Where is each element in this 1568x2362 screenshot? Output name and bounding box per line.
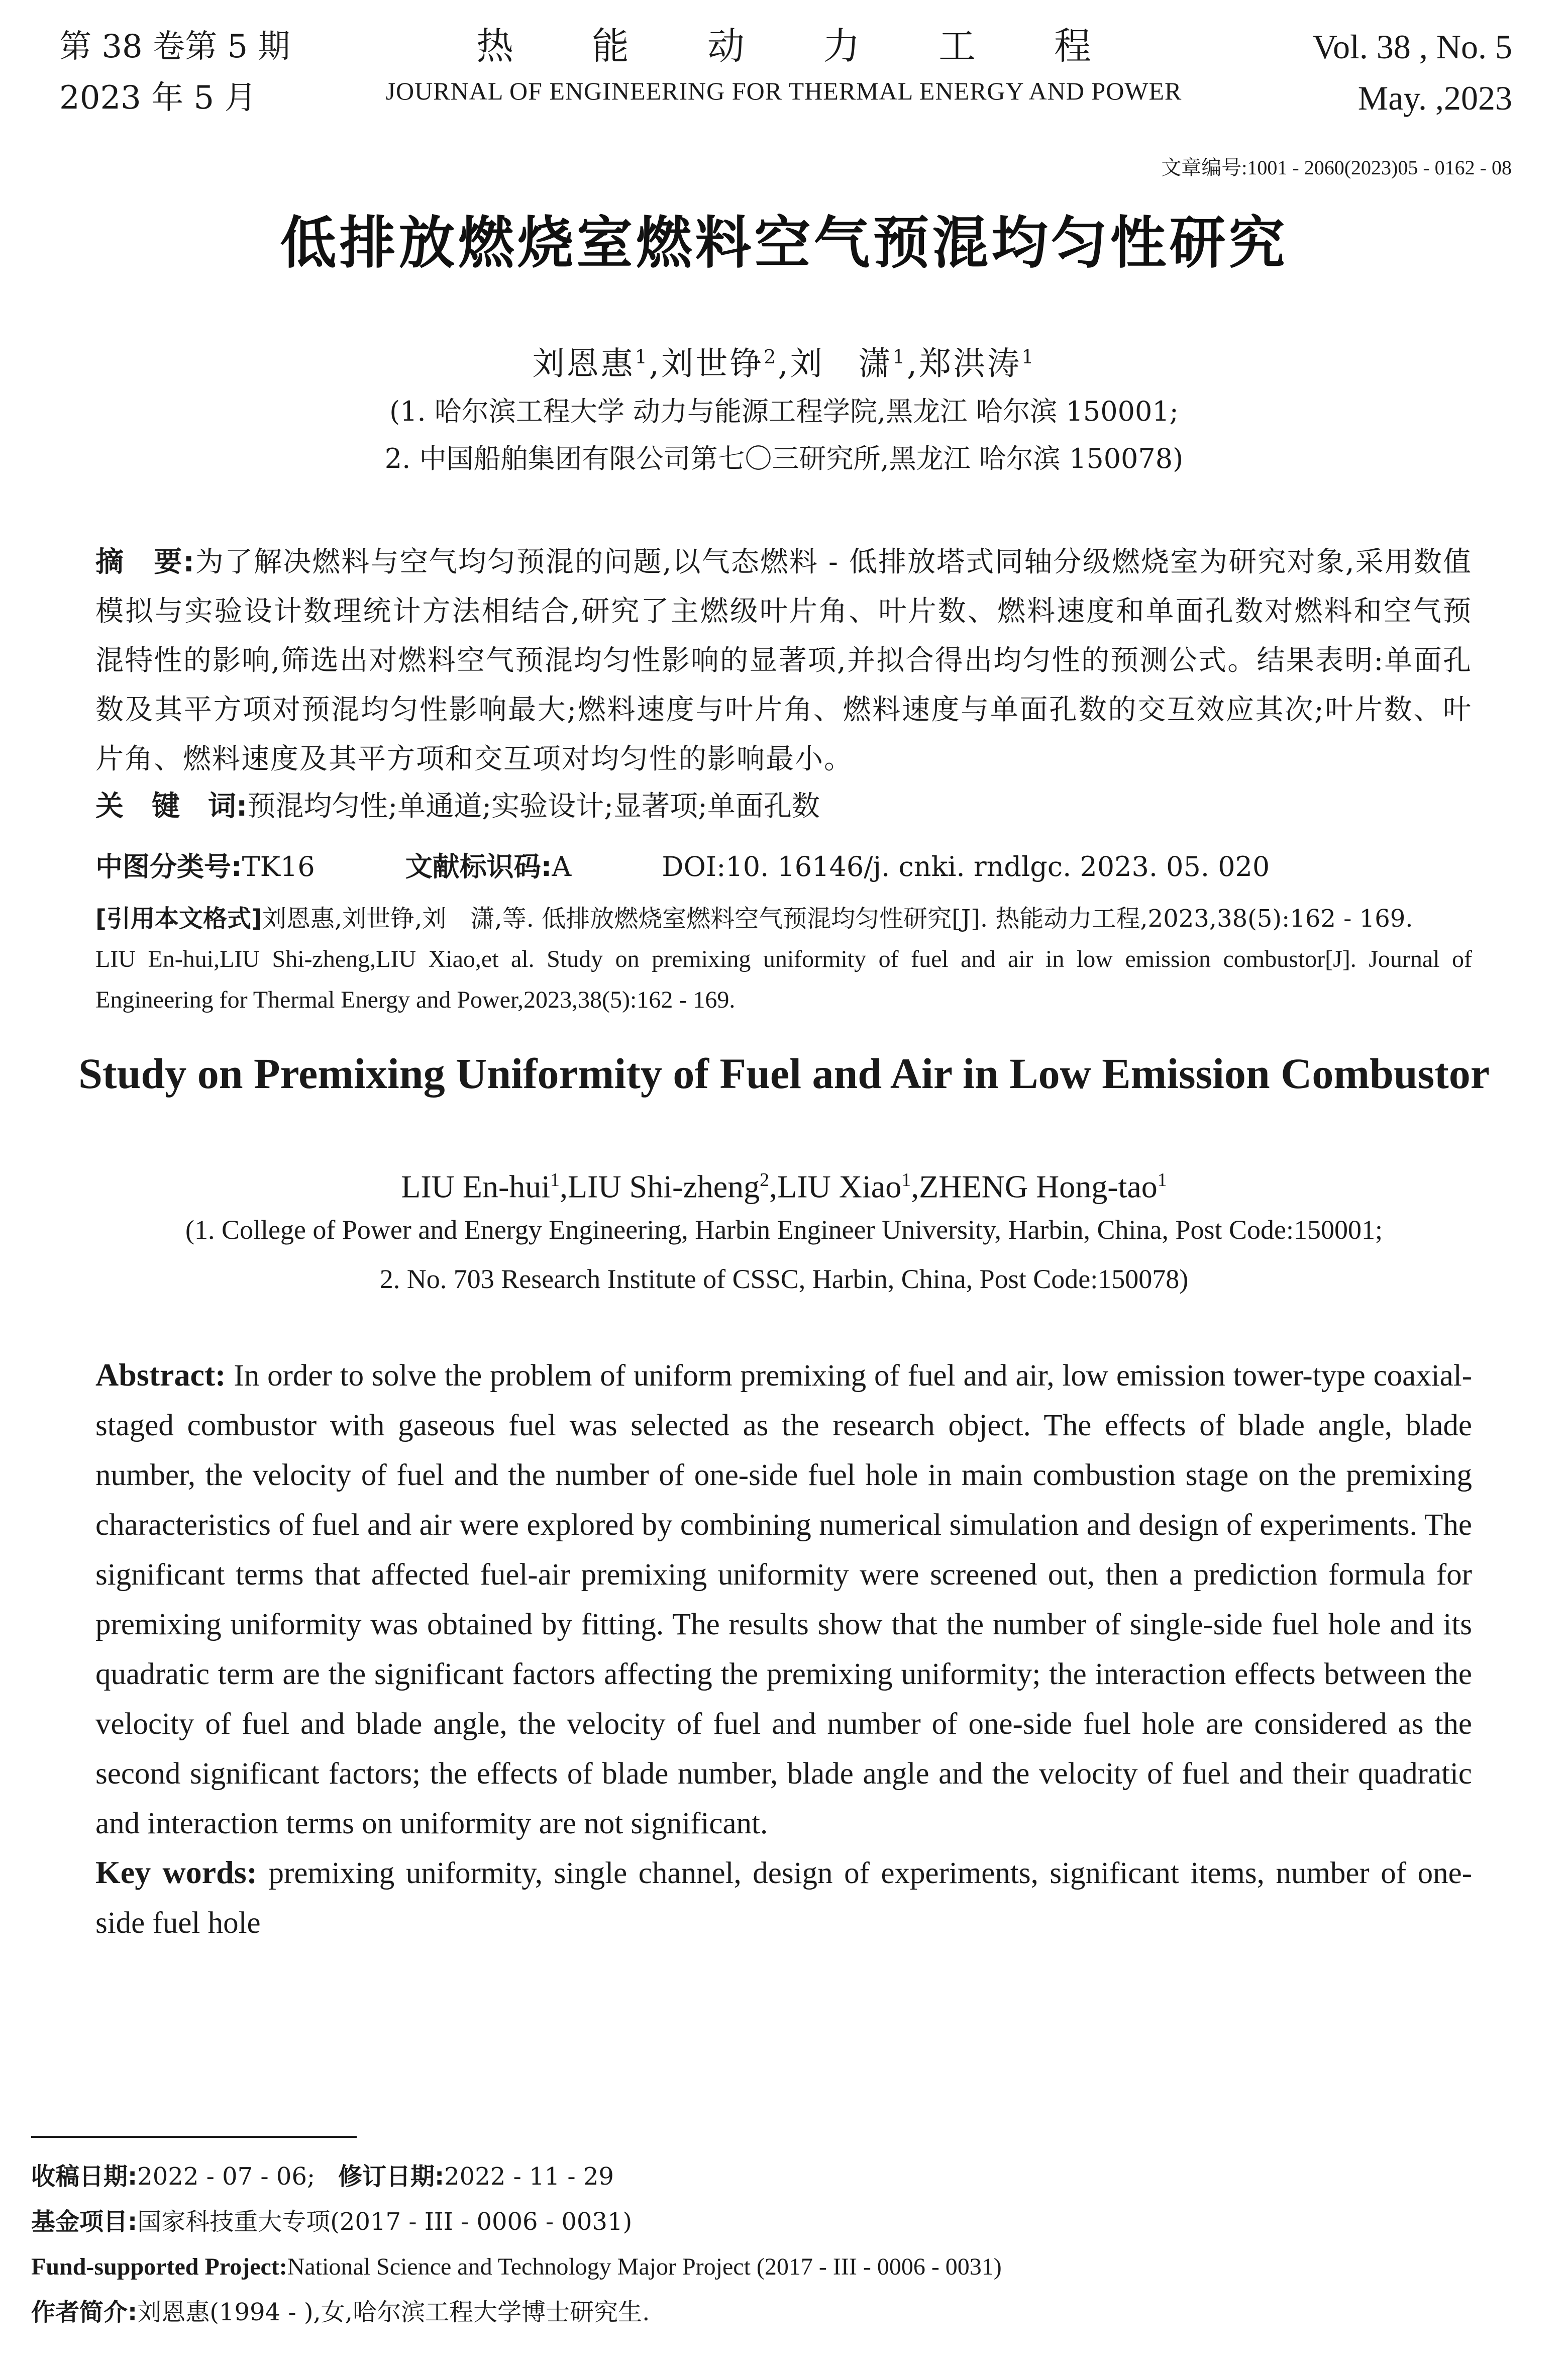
keywords-en-label: Key words:	[95, 1854, 257, 1890]
author-en: ZHENG Hong-tao	[919, 1168, 1158, 1205]
abstract-cn	[95, 538, 1472, 784]
authors-cn: 刘恩惠$^1$,刘世铮$^2$,刘 潇$^1$,郑洪涛$^1$	[532, 345, 1036, 383]
author-en: LIU Xiao	[777, 1168, 902, 1205]
author-affil-sup: 1	[635, 346, 649, 368]
citation-cn: 刘恩惠,刘世铮,刘 潇,等. 低排放燃烧室燃料空气预混均匀性研究[J]. 热能动力工程,2023,38(5):162 - 169.	[262, 905, 1413, 933]
title-en: Study on Premixing Uniformity of Fuel and Air in Low Emission Combustor	[78, 1049, 1490, 1098]
revised-label: 修订日期:	[338, 2162, 445, 2191]
citation-block	[95, 899, 1472, 1020]
footnotes	[31, 2154, 1528, 2335]
header-journal-name	[352, 20, 1216, 110]
author-en: LIU Shi-zheng	[568, 1168, 760, 1205]
doc-code-label: 文献标识码:	[405, 851, 552, 882]
affiliations-cn	[0, 388, 1568, 482]
affiliation-cn-line: (1. 哈尔滨工程大学 动力与能源工程学院,黑龙江 哈尔滨 150001;	[389, 396, 1179, 427]
keywords-en-text: premixing uniformity, single channel, design of experiments, significant items, number of one-side fuel hole	[95, 1856, 1473, 1940]
keywords-en	[95, 1847, 1472, 1948]
clc-label: 中图分类号:	[95, 851, 242, 882]
citation-en: LIU En-hui,LIU Shi-zheng,LIU Xiao,et al. Study on premixing uniformity of fuel and air in low emission combustor[J]. Journal of Engineering for Thermal Energy and Power,2023,38(5):162 - 169.	[95, 946, 1472, 1013]
keywords-cn	[95, 782, 1472, 831]
author-cn: 郑洪涛	[919, 345, 1022, 383]
header-volume-cn	[59, 21, 341, 124]
author-affil-sup: 1	[1157, 1169, 1167, 1191]
fund-en-label: Fund-supported Project:	[31, 2253, 287, 2280]
journal-name-en: JOURNAL OF ENGINEERING FOR THERMAL ENERGY AND POWER	[385, 77, 1182, 105]
doi: DOI:10. 16146/j. cnki. rndlgc. 2023. 05. 020	[662, 851, 1270, 882]
abstract-cn-text: 为了解决燃料与空气均匀预混的问题,以气态燃料 - 低排放塔式同轴分级燃烧室为研究对象,采用数值模拟与实验设计数理统计方法相结合,研究了主燃级叶片角、叶片数、燃料速度和单面孔数对燃料和空气预混特性的影响,筛选出对燃料空气预混均匀性影响的显著项,并拟合得出均匀性的预测公式。结果表明:单面孔数及其平方项对预混均匀性影响最大;燃料速度与叶片角、燃料速度与单面孔数的交互效应其次;叶片数、叶片角、燃料速度及其平方项和交互项对均匀性的影响最小。	[95, 546, 1472, 775]
author-bio-text: 刘恩惠(1994 - ),女,哈尔滨工程大学博士研究生.	[137, 2298, 650, 2326]
abstract-en-text: In order to solve the problem of uniform premixing of fuel and air, low emission tower-type coaxial-staged combustor with gaseous fuel was selected as the research object. The effects of blade angle, blade number, the velocity of fuel and the number of one-side fuel hole in main combustion stage on the premixing characteristics of fuel and air were explored by combining numerical simulation and design of experiments. The significant terms that affected fuel-air premixing uniformity were screened out, then a prediction formula for premixing uniformity was obtained by fitting. The results show that the number of single-side fuel hole and its quadratic term are the significant factors affecting the premixing uniformity; the interaction effects between the velocity of fuel and blade angle, the velocity of fuel and number of one-side fuel hole are considered as the second significant factors; the effects of blade number, blade angle and the velocity of fuel and their quadratic and interaction terms on uniformity are not significant.	[95, 1359, 1473, 1840]
affiliation-cn-line: 2. 中国船舶集团有限公司第七〇三研究所,黑龙江 哈尔滨 150078)	[384, 443, 1184, 474]
clc-value: TK16	[242, 851, 315, 882]
keywords-cn-label: 关 键 词:	[95, 790, 248, 823]
citation-label: [引用本文格式]	[95, 905, 262, 933]
author-affil-sup: 1	[901, 1169, 911, 1191]
header-volume-en	[1271, 21, 1512, 124]
header-date-en-text: May. ,2023	[1357, 79, 1512, 117]
author-affil-sup: 1	[892, 346, 907, 368]
author-en: LIU En-hui	[401, 1168, 551, 1205]
affiliation-en-line: (1. College of Power and Energy Engineering, Harbin Engineer University, Harbin, China, Post Code:150001;	[185, 1215, 1383, 1245]
affiliations-en	[0, 1205, 1568, 1304]
header-date-cn-text: 2023 年 5 月	[59, 79, 257, 117]
footnote-fund-en	[31, 2244, 1528, 2290]
author-affil-sup: 1	[550, 1169, 560, 1191]
doc-code-value: A	[552, 851, 572, 882]
fund-en-text: National Science and Technology Major Project (2017 - III - 0006 - 0031)	[287, 2253, 1002, 2280]
footnote-divider	[31, 2136, 357, 2138]
author-cn: 刘世铮	[661, 345, 764, 383]
revised-date: 2022 - 11 - 29	[444, 2162, 614, 2191]
footnote-fund-cn	[31, 2199, 1528, 2244]
journal-name-cn: 热能动力工程	[476, 25, 1170, 68]
authors-en: LIU En-hui$^1$,LIU Shi-zheng$^2$,LIU Xiao$^1$,ZHENG Hong-tao$^1$	[401, 1168, 1167, 1205]
author-bio-label: 作者简介:	[31, 2298, 138, 2326]
header-volume-cn-text: 第 38 卷第 5 期	[59, 28, 290, 65]
header-volume-en-text: Vol. 38 , No. 5	[1312, 28, 1512, 66]
author-affil-sup: 1	[1021, 346, 1036, 368]
classification-row	[95, 842, 1472, 892]
received-date: 2022 - 07 - 06;	[137, 2162, 316, 2191]
author-affil-sup: 2	[760, 1169, 770, 1191]
received-label: 收稿日期:	[31, 2162, 138, 2191]
affiliation-en-line: 2. No. 703 Research Institute of CSSC, Harbin, China, Post Code:150078)	[379, 1264, 1189, 1294]
abstract-en	[95, 1350, 1472, 1848]
abstract-cn-label: 摘 要:	[95, 546, 195, 578]
fund-label: 基金项目:	[31, 2208, 138, 2236]
footnote-author-bio	[31, 2290, 1528, 2335]
title-cn: 低排放燃烧室燃料空气预混均匀性研究	[280, 211, 1288, 276]
abstract-en-label: Abstract:	[95, 1357, 226, 1393]
author-cn: 刘 潇	[790, 345, 893, 383]
footnote-dates	[31, 2154, 1528, 2199]
keywords-cn-text: 预混均匀性;单通道;实验设计;显著项;单面孔数	[247, 790, 820, 823]
fund-text: 国家科技重大专项(2017 - III - 0006 - 0031)	[137, 2208, 633, 2236]
author-affil-sup: 2	[764, 346, 778, 368]
author-cn: 刘恩惠	[532, 345, 635, 383]
article-number: 文章编号:1001 - 2060(2023)05 - 0162 - 08	[1161, 156, 1512, 179]
